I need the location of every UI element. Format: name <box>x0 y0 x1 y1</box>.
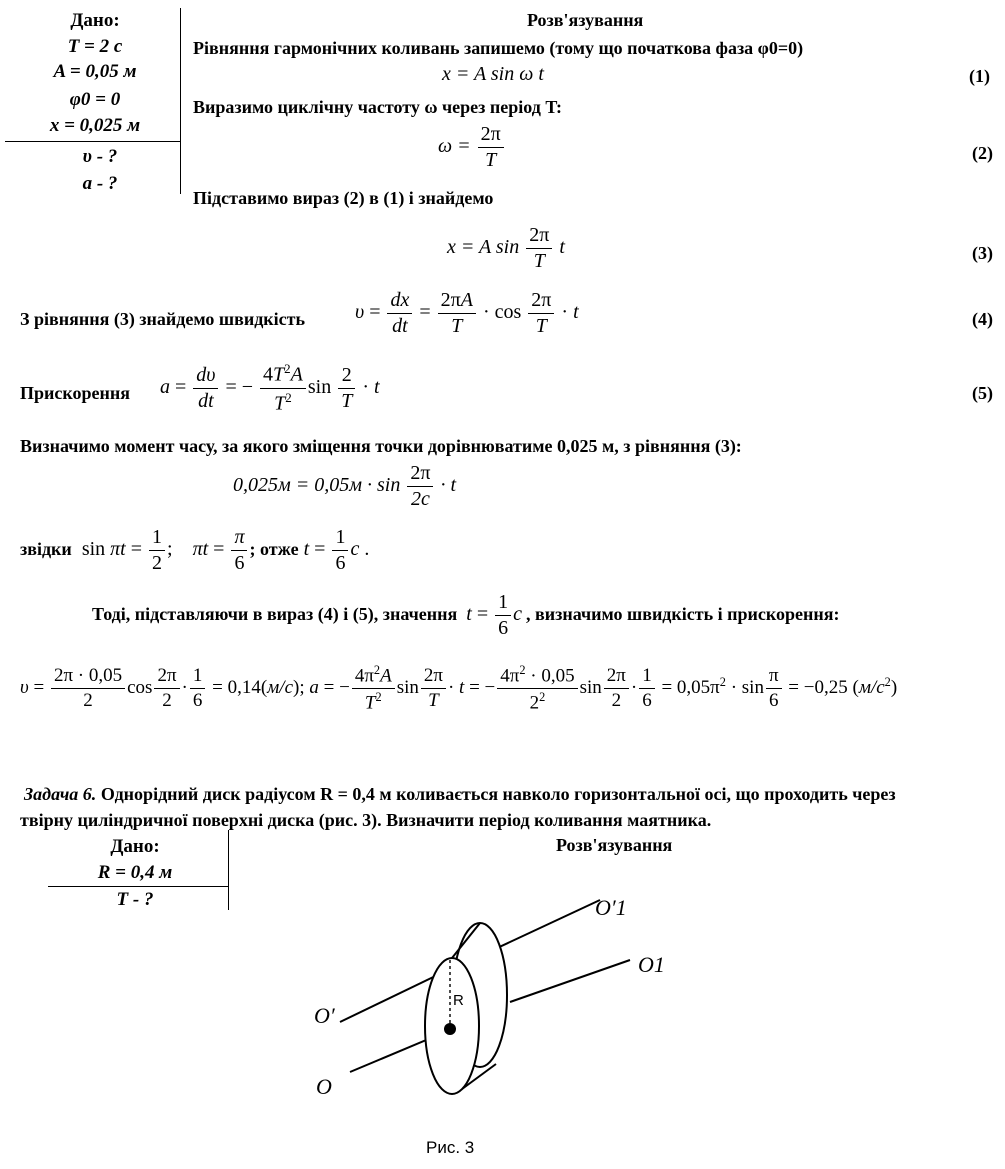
equation-6-lhs: 0,025м = 0,05м · sin <box>233 474 401 497</box>
equation-3-lhs: x = A sin <box>447 236 520 259</box>
final-equation: υ = $\frac{2\pi \cdot 0,05}{2}$ cos $\frac{2\pi}{2}$ · $\frac{1}{6}$ = 0,14(м/с); a = − $\frac{4\pi^2A}{T^2}$ sin $\frac{2\pi}{T}$ · t = − $\frac{4\pi^2 \cdot 0,05}{2^2}$ sin $\frac{2\pi}{2}$ · $\frac{1}{6}$ = $0,05\pi^2 \cdot \sin$ $\frac{\pi}{6}$ = −0,25 $(м/с^2)$ <box>20 663 898 714</box>
solution-line-4: З рівняння (3) знайдемо швидкість <box>20 309 306 329</box>
solution-line-7: звідки sin πt = $\frac{1}{2}$ ; πt = $\frac{\pi}{6}$ ; отже t = $\frac{1}{6}$ c . <box>20 526 370 574</box>
label-o-prime: O′ <box>314 1003 335 1028</box>
lower-axis-right <box>510 960 630 1002</box>
equation-6-numerator: 2π <box>407 463 433 487</box>
given-amplitude: A = 0,05 м <box>53 61 137 82</box>
radius-label: R <box>453 992 464 1009</box>
given-divider <box>5 141 180 142</box>
equation-4: υ = $\frac{dx}{dt}$ = $\frac{2\pi A}{T}$ · cos $\frac{2\pi}{T}$ · t <box>355 289 579 337</box>
solution-line-8: Тоді, підставляючи в вираз (4) і (5), значення t = $\frac{1}{6}$ c , визначимо швидкість і прискорення: <box>92 591 840 639</box>
unknown-acceleration: a - ? <box>82 173 118 194</box>
disk-pendulum-figure <box>300 880 700 1120</box>
equation-6-denominator: 2c <box>410 488 430 510</box>
equation-3-number: (3) <box>972 243 993 263</box>
equation-1-number: (1) <box>969 66 990 86</box>
disk-center-dot <box>444 1023 456 1035</box>
given2-vertical-rule <box>228 830 229 910</box>
task6-line-1 <box>24 784 896 805</box>
solution-line-5: Прискорення <box>20 383 130 403</box>
equation-3-numerator: 2π <box>526 225 552 249</box>
solution-line-2: Виразимо циклічну частоту ω через період T: <box>193 97 563 117</box>
task6-label: Задача 6. <box>24 784 97 804</box>
line-8-start: Тоді, підставляючи в вираз (4) і (5), значення <box>92 604 458 625</box>
equation-2-denominator: T <box>485 149 497 171</box>
line-7-prefix: звідки <box>20 539 72 560</box>
task6-text-2: твірну циліндричної поверхні диска (рис. 3). Визначити період коливання маятника. <box>20 810 712 830</box>
equation-3 <box>447 225 565 272</box>
equation-6 <box>233 463 456 510</box>
solution-line-1: Рівняння гармонічних коливань запишемо (тому що початкова фаза φ0=0) <box>193 38 804 58</box>
equation-4-number: (4) <box>972 309 993 329</box>
equation-3-denominator: T <box>533 250 545 272</box>
given-phase: φ0 = 0 <box>69 89 121 110</box>
equation-3-tail: t <box>559 236 565 259</box>
equation-5: a = $\frac{d\upsilon}{dt}$ = − $\frac{4T^2A}{T^2}$ sin $\frac{2}{T}$ · t <box>160 361 380 415</box>
label-o1-prime: O′1 <box>595 895 627 920</box>
given-title: Дано: <box>70 10 120 31</box>
equation-6-tail: · t <box>440 474 457 497</box>
label-o1: O1 <box>638 952 665 977</box>
solution-heading: Розв'язування <box>527 10 644 30</box>
line-8-end: , визначимо швидкість і прискорення: <box>526 604 840 625</box>
given-period: T = 2 c <box>67 36 123 57</box>
equation-2-lhs: ω = <box>438 135 471 158</box>
equation-1: x = A sin ω t <box>442 63 544 85</box>
figure-caption: Рис. 3 <box>426 1138 475 1157</box>
task6-text-1: Однорідний диск радіусом R = 0,4 м коливається навколо горизонтальної осі, що проходить через <box>100 784 896 804</box>
given-displacement: x = 0,025 м <box>49 115 141 136</box>
equation-2-numerator: 2π <box>478 124 504 148</box>
unknown-velocity: υ - ? <box>82 146 118 167</box>
unknown-period: T - ? <box>116 889 154 910</box>
equation-2-number: (2) <box>972 143 993 163</box>
solution2-heading: Розв'язування <box>556 835 673 855</box>
given2-divider <box>48 886 228 887</box>
line-7-semi: ; отже <box>249 539 299 560</box>
equation-5-number: (5) <box>972 383 993 403</box>
label-o: O <box>316 1074 332 1099</box>
equation-2 <box>438 124 506 171</box>
given2-title: Дано: <box>110 836 160 857</box>
given2-radius: R = 0,4 м <box>97 862 173 883</box>
given-vertical-rule <box>180 8 181 194</box>
solution-line-3: Підставимо вираз (2) в (1) і знайдемо <box>193 188 494 208</box>
solution-line-6: Визначимо момент часу, за якого зміщення точки дорівнюватиме 0,025 м, з рівняння (3): <box>20 436 742 456</box>
